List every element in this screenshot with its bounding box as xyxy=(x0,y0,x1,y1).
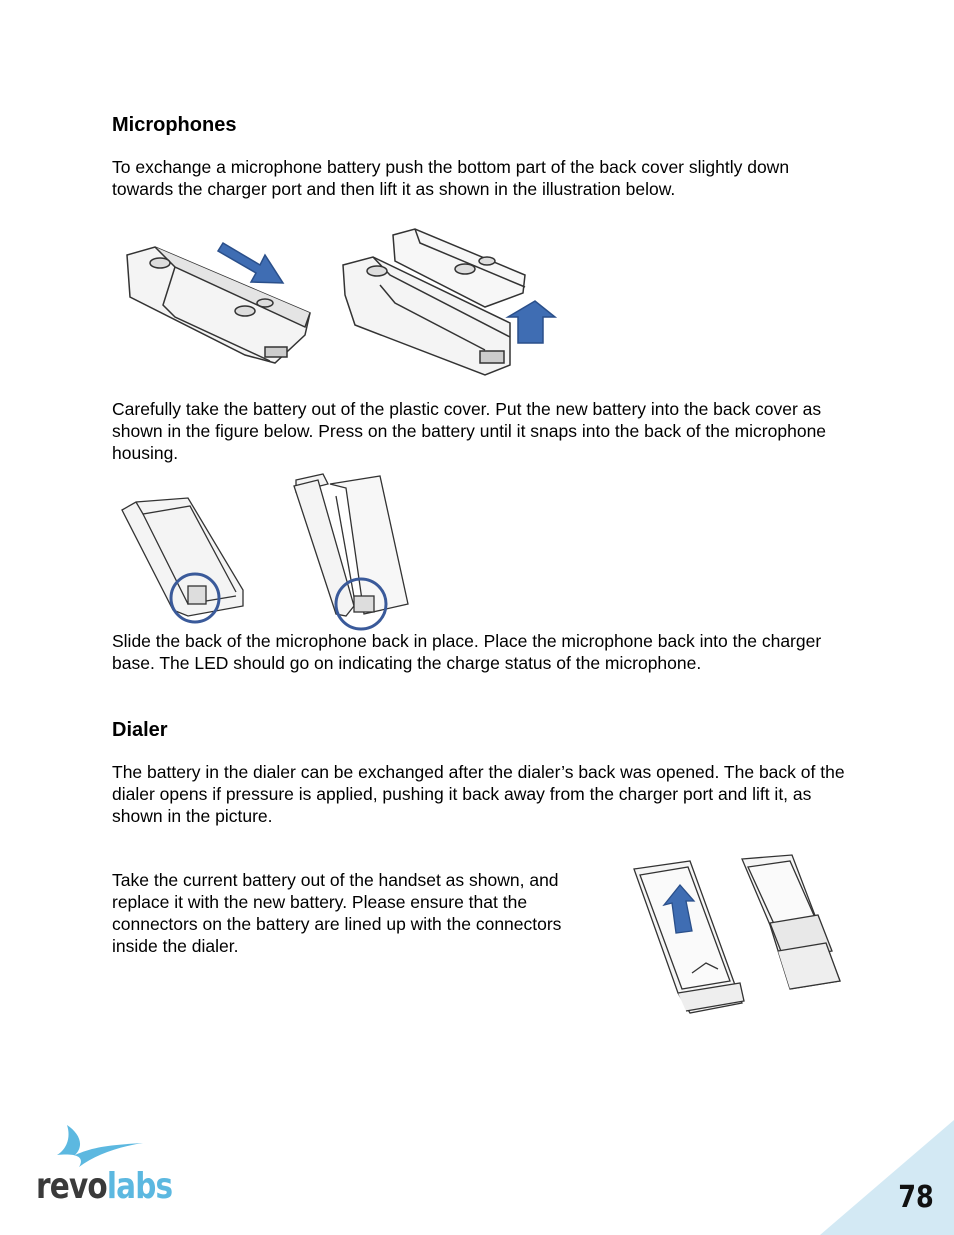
microphones-step3-text: Slide the back of the microphone back in place. Place the microphone back into the charger base. The LED should go on indicating the charge status of the microphone. xyxy=(112,631,822,673)
section-title-microphones: Microphones xyxy=(112,114,237,136)
microphones-intro-text: To exchange a microphone battery push the bottom part of the back cover slightly down towards the charger port and then lift it as shown in the illustration below. xyxy=(112,157,790,199)
page-number: 78 xyxy=(898,1180,934,1215)
revolabs-logo: revolabs xyxy=(36,1166,173,1207)
section-title-dialer: Dialer xyxy=(112,719,168,741)
microphones-step2-text: Carefully take the battery out of the plastic cover. Put the new battery into the back cover as shown in the figure below. Press on the battery until it snaps into the back of the microphone housing. xyxy=(112,399,827,463)
dialer-intro-text: The battery in the dialer can be exchanged after the dialer’s back was opened. The back of the dialer opens if pressure is applied, pushing it back away from the charger port and lift it, as shown in the picture. xyxy=(112,762,845,826)
dialer-step2-text: Take the current battery out of the handset as shown, and replace it with the new battery. Please ensure that the connectors on the battery are lined up with the connectors inside the dialer. xyxy=(112,870,562,956)
